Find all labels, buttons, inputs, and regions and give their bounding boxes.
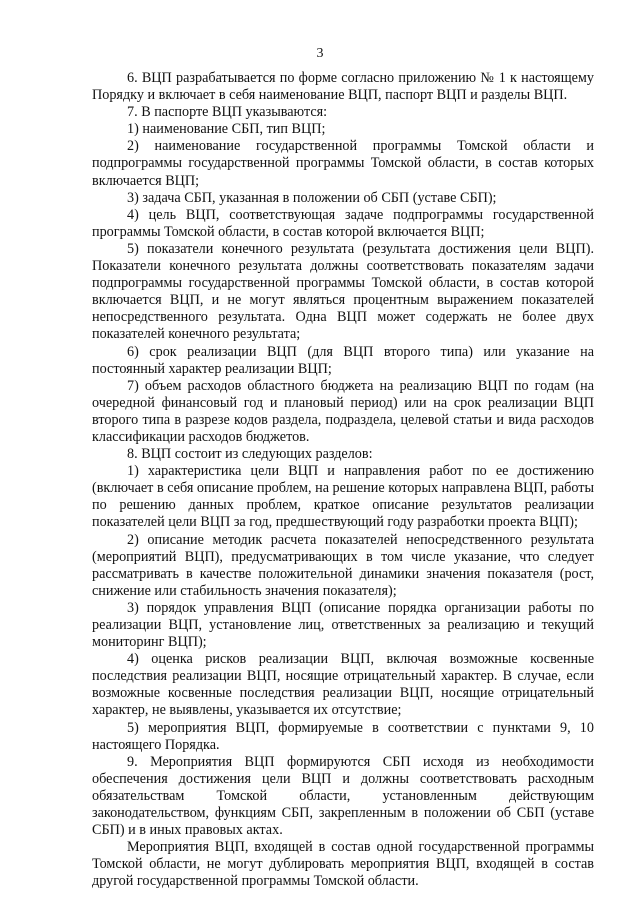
passport-subitem-7: 7) объем расходов областного бюджета на реализацию ВЦП по годам (на очередной финансовый год и плановый период) или на срок реализации ВЦП второго типа в разрезе кодов раздела, подраздела, целевой статьи и вида расходов классификации расходов бюджетов. <box>92 377 594 445</box>
paragraph-item-7: 7. В паспорте ВЦП указываются: <box>127 104 328 121</box>
passport-subitem-3: 3) задача СБП, указанная в положении об СБП (уставе СБП); <box>127 189 497 206</box>
paragraph-item-8: 8. ВЦП состоит из следующих разделов: <box>127 446 373 463</box>
sections-subitem-4: 4) оценка рисков реализации ВЦП, включая возможные косвенные последствия реализации ВЦП, носящие отрицательный характер. В случае, если возможные косвенные последствия реализации ВЦП, носящие отрицательный характер, не выявлены, указывается их отсутствие; <box>92 651 594 719</box>
passport-subitem-1: 1) наименование СБП, тип ВЦП; <box>127 121 326 138</box>
paragraph-item-9: 9. Мероприятия ВЦП формируются СБП исходя из необходимости обеспечения достижения цели ВЦП и должны соответствовать расходным обязательствам Томской области, установленным действующим законодательством, функциям СБП, закрепленным в положении об СБП (уставе СБП) и в иных правовых актах. <box>92 753 594 839</box>
paragraph-item-9-continuation: Мероприятия ВЦП, входящей в состав одной государственной программы Томской области, не могут дублировать мероприятия ВЦП, входящей в состав другой государственной программы Томской области. <box>92 839 594 890</box>
sections-subitem-5: 5) мероприятия ВЦП, формируемые в соответствии с пунктами 9, 10 настоящего Порядка. <box>92 719 594 753</box>
passport-subitem-4: 4) цель ВЦП, соответствующая задаче подпрограммы государственной программы Томской области, в состав которой включается ВЦП; <box>92 206 594 240</box>
passport-subitem-5: 5) показатели конечного результата (результата достижения цели ВЦП). Показатели конечного результата должны соответствовать показателям задачи подпрограммы государственной программы Томской области, в состав которой включается ВЦП, и не могут являться процентным выражением показателей непосредственного результата. Одна ВЦП может содержать не более двух показателей конечного результата; <box>92 240 594 343</box>
paragraph-item-6: 6. ВЦП разрабатывается по форме согласно приложению № 1 к настоящему Порядку и включает в себя наименование ВЦП, паспорт ВЦП и разделы ВЦП. <box>92 70 594 104</box>
page-number: 3 <box>316 46 324 61</box>
sections-subitem-1: 1) характеристика цели ВЦП и направления работ по ее достижению (включает в себя описание проблем, на решение которых направлена ВЦП, работы по решению данных проблем, краткое описание результатов реализации показателей цели ВЦП за год, предшествующий году разработки проекта ВЦП); <box>92 463 594 531</box>
passport-subitem-6: 6) срок реализации ВЦП (для ВЦП второго типа) или указание на постоянный характер реализации ВЦП; <box>92 343 594 377</box>
passport-subitem-2: 2) наименование государственной программы Томской области и подпрограммы государственной программы Томской области, в состав которых включается ВЦП; <box>92 138 594 189</box>
sections-subitem-2: 2) описание методик расчета показателей непосредственного результата (мероприятий ВЦП), предусматривающих в том числе указание, что следует рассматривать в качестве положительной динамики значения показателя (рост, снижение или стабильность значения показателя); <box>92 531 594 599</box>
document-body <box>92 70 594 891</box>
sections-subitem-3: 3) порядок управления ВЦП (описание порядка организации работы по реализации ВЦП, установление лиц, ответственных за реализацию и текущий мониторинг ВЦП); <box>92 599 594 651</box>
